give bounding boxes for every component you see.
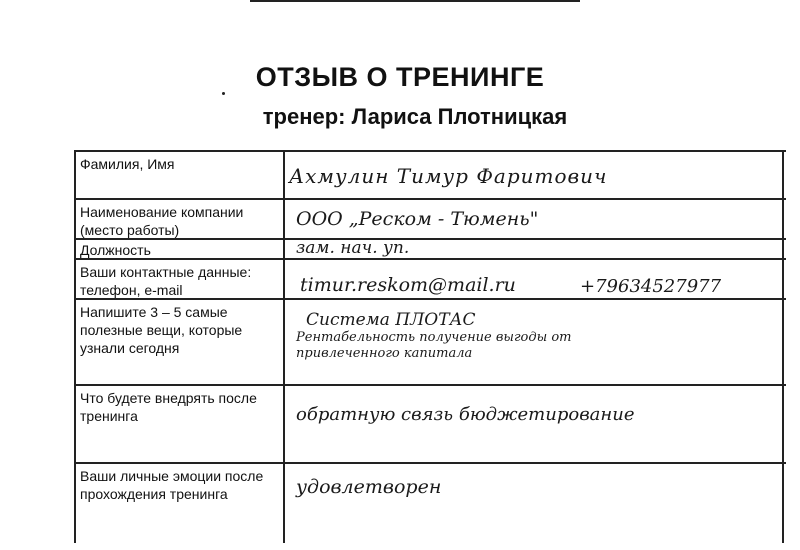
top-rule	[250, 0, 580, 2]
form-row-company	[74, 198, 786, 238]
row-label: Фамилия, Имя	[80, 156, 175, 172]
page-title: ОТЗЫВ О ТРЕНИНГЕ	[255, 62, 545, 92]
form-row-contacts	[74, 258, 786, 298]
handwritten-value: timur.reskom@mail.ru	[300, 274, 516, 296]
handwritten-value: +79634527977	[580, 276, 722, 297]
handwritten-value: удовлетворен	[296, 476, 442, 498]
feedback-form	[74, 150, 786, 550]
table-border-middle	[283, 150, 285, 543]
form-row-implement	[74, 384, 786, 462]
row-label: Наименование компании (место работы)	[80, 204, 244, 238]
row-label: Должность	[80, 242, 151, 258]
handwritten-value: Ахмулин Тимур Фаритович	[289, 164, 608, 188]
handwritten-value: обратную связь бюджетирование	[296, 404, 635, 425]
form-row-name	[74, 150, 786, 198]
handwritten-value: зам. нач. уп.	[296, 238, 410, 258]
row-label: Ваши контактные данные: телефон, e-mail	[80, 264, 252, 298]
handwritten-value: Рентабельность получение выгоды от привлеченного капитала	[296, 330, 572, 361]
row-label: Напишите 3 – 5 самые полезные вещи, которые узнали сегодня	[80, 304, 243, 356]
table-border-right	[782, 150, 784, 543]
page-subtitle: тренер: Лариса Плотницкая	[262, 104, 568, 129]
form-row-emotions	[74, 462, 786, 548]
handwritten-value: Система ПЛОТАС	[306, 310, 476, 330]
table-border-left	[74, 150, 76, 543]
form-row-position	[74, 238, 786, 258]
row-label: Что будете внедрять после тренинга	[80, 390, 257, 424]
row-label: Ваши личные эмоции после прохождения тренинга	[80, 468, 264, 502]
form-row-useful	[74, 298, 786, 384]
handwritten-value: ООО „Реском - Тюмень"	[296, 208, 539, 230]
